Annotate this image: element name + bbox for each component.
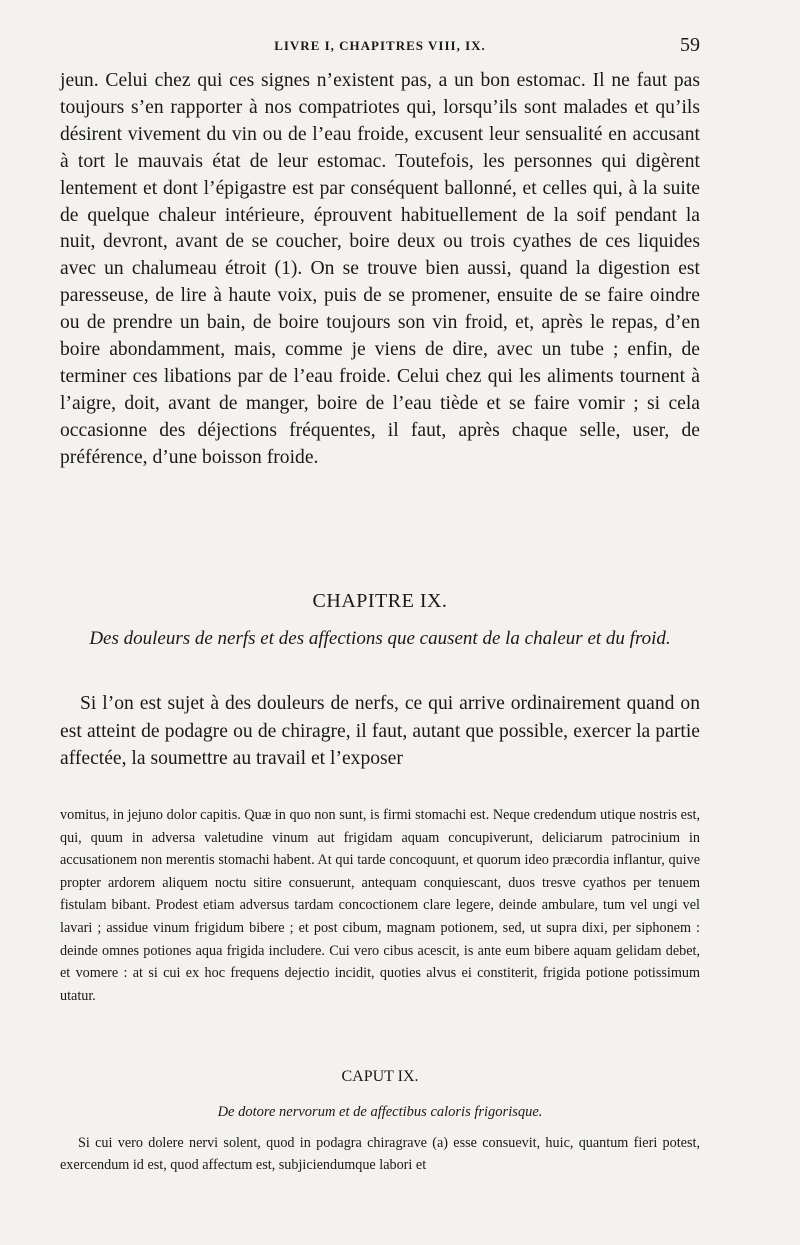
caput-subtitle: De dotore nervorum et de affectibus caloris frigorisque. — [217, 1104, 543, 1120]
latin-chapter-paragraph: Si cui vero dolere nervi solent, quod in podagra chiragrave (a) esse consuevit, huic, quantum fieri potest, exercendum id est, quod affectum est, subjiciendumque labori et — [60, 1135, 700, 1173]
running-head — [60, 34, 700, 60]
latin-paragraph: vomitus, in jejuno dolor capitis. Quæ in quo non sunt, is firmi stomachi est. Neque credendum utique nostris est, qui, quum in adversa valetudine vinum aut frigidam aquam concupiverunt, deliciarum patrocinium in accusationem non merentis stomachi habent. At qui tarde concoquunt, et quorum ideo præcordia inflantur, quive propter ardorem aliquem noctu sitire consuerunt, antequam conquiescant, duos tresve cyathos per tenuem fistulam bibant. Prodest etiam adversus tardam concoctionem clare legere, deinde ambulare, tum vel ungi vel lavari ; assidue vinum frigidum bibere ; et post cibum, magnam potionem, sed, ut supra dixi, per siphonem : deinde omnes potiones aqua frigida includere. Cui vero cibus acescit, is ante eum bibere aquam gelidam debet, et vomere : at si cui ex hoc frequens dejectio incidit, quoties alvus ei constiterit, frigida potione potissimum utatur. — [60, 807, 700, 1004]
chapter-subtitle: Des douleurs de nerfs et des affections que causent de la chaleur et du froid. — [89, 628, 671, 649]
french-chapter-paragraph: Si l’on est sujet à des douleurs de nerfs, ce qui arrive ordinairement quand on est atteint de podagre ou de chiragre, il faut, autant que possible, exercer la partie affectée, la soumettre au travail et l’exposer — [60, 693, 700, 769]
french-chapter-text — [60, 690, 700, 773]
latin-text — [60, 804, 700, 1007]
caput-title: CAPUT IX. — [341, 1068, 419, 1085]
latin-chapter-text — [60, 1132, 700, 1176]
running-title: LIVRE I, CHAPITRES VIII, IX. — [274, 38, 486, 53]
french-paragraph: jeun. Celui chez qui ces signes n’existent pas, a un bon estomac. Il ne faut pas toujours s’en rapporter à nos compatriotes qui, lorsqu’ils sont malades et qu’ils désirent vivement du vin ou de l’eau froide, excusent leur sensualité en accusant à tort le mauvais état de leur estomac. Toutefois, les personnes qui digèrent lentement et dont l’épigastre est par conséquent ballonné, et celles qui, à la suite de quelque chaleur intérieure, éprouvent habituellement de la soif pendant la nuit, devront, avant de se coucher, boire deux ou trois cyathes de ces liquides avec un chalumeau étroit (1). On se trouve bien aussi, quand la digestion est paresseuse, de lire à haute voix, puis de se promener, ensuite de se faire oindre ou de prendre un bain, de boire toujours son vin froid, et, après le repas, d’en boire abondamment, mais, comme je viens de dire, avec un tube ; enfin, de terminer ces libations par de l’eau froide. Celui chez qui les aliments tournent à l’aigre, doit, avant de manger, boire de l’eau tiède et se faire vomir ; si cela occasionne des déjections fréquentes, il faut, après chaque selle, user, de préférence, d’une boisson froide. — [60, 70, 700, 468]
french-main-text — [60, 68, 700, 472]
chapter-title: CHAPITRE IX. — [312, 590, 448, 612]
page-number: 59 — [680, 34, 700, 56]
